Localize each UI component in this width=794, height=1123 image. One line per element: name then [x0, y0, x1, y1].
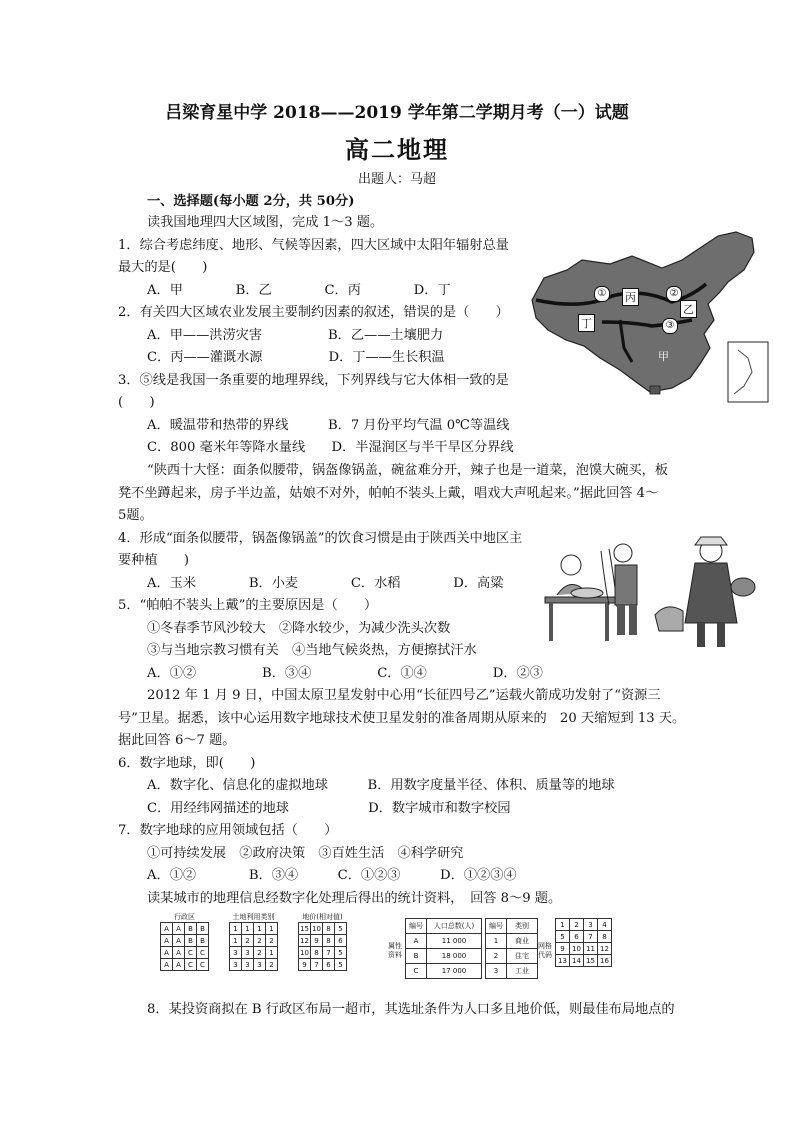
statement-line: ①可持续发展 ②政府决策 ③百姓生活 ④科学研究 — [147, 846, 464, 861]
text-line: 读我国地理四大区域图，完成 1～3 题。 — [147, 215, 384, 230]
grid-cell: 4 — [598, 919, 612, 931]
table-cell: 2 — [486, 949, 507, 964]
options-q3-ab: A．暖温带和热带的界线 B．7 月份平均气温 0℃等温线 — [147, 418, 510, 433]
grid-cell: 6 — [570, 931, 584, 943]
table-cell: 18 000 — [427, 949, 482, 964]
grid-cell: B — [185, 935, 197, 947]
region-label-ding: 丁 — [578, 314, 595, 332]
grid-cell: 1 — [230, 935, 242, 947]
grid-code-figure — [555, 918, 612, 967]
grid-cell: 10 — [300, 948, 309, 957]
price-grid — [298, 922, 347, 971]
grid-row — [161, 959, 209, 971]
region-label-bing: 丙 — [622, 288, 639, 306]
grid-row — [556, 919, 612, 931]
admin-grid-figure — [160, 912, 209, 971]
grid-cell: 12 — [598, 943, 612, 955]
grid-row — [556, 955, 612, 967]
grid-cell: 3 — [242, 947, 254, 959]
grid-cell: 5 — [556, 931, 570, 943]
table-header-cell: 人口总数(人) — [427, 919, 482, 934]
landuse-grid — [229, 922, 278, 971]
population-table-figure — [405, 918, 482, 979]
table-row — [406, 964, 482, 979]
grid-row — [299, 959, 347, 971]
grid-cell: 13 — [556, 955, 570, 967]
grid-cell: 10 — [312, 924, 321, 933]
marker-line-2: ② — [666, 286, 682, 302]
grid-cell: 2 — [242, 935, 254, 947]
grid-cell: 11 — [584, 943, 598, 955]
passage-line: “陕西十大怪：面条似腰带，锅盔像锅盖，碗盆难分开，辣子也是一道菜，泡馍大碗买，板 — [147, 463, 669, 478]
grid-cell: 5 — [335, 959, 347, 971]
options-q2-cd: C．丙——灌溉水源 D．丁——生长积温 — [147, 350, 445, 365]
grid-cell: A — [161, 959, 173, 971]
grid-cell: 8 — [323, 923, 335, 935]
options-q5: A．①② B．③④ C．①④ D．②③ — [147, 666, 543, 681]
grid-row — [230, 959, 278, 971]
table-row — [486, 964, 538, 979]
passage-line: 号”卫星。据悉，该中心运用数字地球技术使卫星发射的准备周期从原来的 20 天缩短到 13 天。 — [118, 711, 686, 726]
table-row — [406, 934, 482, 949]
table-cell: A — [406, 934, 427, 949]
grid-cell: 6 — [323, 959, 335, 971]
grid-row — [161, 935, 209, 947]
grid-row — [230, 935, 278, 947]
grid-cell: A — [161, 947, 173, 959]
options-q6-ab: A．数字化、信息化的虚拟地球 B．用数字度量半径、体积、质量等的地球 — [147, 778, 615, 793]
options-q4: A．玉米 B．小麦 C．水稻 D．高粱 — [147, 576, 504, 591]
options-q1: A．甲 B．乙 C．丙 D．丁 — [147, 283, 451, 298]
landuse-grid-caption: 土地利用类别 — [232, 913, 275, 921]
landuse-grid-figure — [229, 912, 278, 971]
table-cell: C — [406, 964, 427, 979]
grid-cell: 1 — [266, 923, 278, 935]
statement-line: ①冬春季节风沙较大 ②降水较少，为减少洗头次数 — [147, 621, 451, 636]
table-header-cell: 编号 — [486, 919, 507, 934]
grid-cell: 3 — [230, 959, 242, 971]
grid-cell: 14 — [570, 955, 584, 967]
question-2: 2．有关四大区域农业发展主要制约因素的叙述，错误的是（ ） — [118, 305, 509, 320]
grid-row — [556, 931, 612, 943]
table-header-row — [486, 919, 538, 934]
grid-cell: C — [185, 959, 197, 971]
table-cell: 3 — [486, 964, 507, 979]
statement-line: ③与当地宗教习惯有关 ④当地气候炎热，方便擦拭汗水 — [147, 643, 477, 658]
grid-cell: A — [173, 935, 185, 947]
population-table — [405, 918, 482, 979]
table-cell: 17 000 — [427, 964, 482, 979]
grid-row — [299, 935, 347, 947]
grid-cell: A — [173, 959, 185, 971]
passage-line: 读某城市的地理信息经数字化处理后得出的统计资料， 回答 8～9 题。 — [147, 891, 562, 906]
grid-row — [556, 943, 612, 955]
grid-row — [299, 923, 347, 935]
section-heading: 一、选择题(每小题 2分，共 50分) — [147, 194, 355, 209]
table-row — [486, 949, 538, 964]
grid-cell: C — [185, 947, 197, 959]
grid-cell: 7 — [323, 947, 335, 959]
grid-cell: A — [161, 923, 173, 935]
question-8: 8．某投资商拟在 B 行政区布局一超市，其选址条件为人口多且地价低，则最佳布局地点的 — [147, 1002, 675, 1017]
grid-cell: C — [197, 947, 209, 959]
table-cell: B — [406, 949, 427, 964]
question-3: 3．⑤线是我国一条重要的地理界线，下列界线与它大体相一致的是 — [118, 373, 509, 388]
grid-cell: 1 — [242, 923, 254, 935]
cartoon-graphic — [543, 535, 783, 653]
grid-cell: B — [197, 923, 209, 935]
grid-cell: 1 — [266, 947, 278, 959]
options-q3-cd: C．800 毫米年等降水量线 D．半湿润区与半干旱区分界线 — [147, 440, 514, 455]
table-header-row — [406, 919, 482, 934]
text-line: ( ) — [118, 395, 155, 410]
grid-cell: 2 — [254, 935, 266, 947]
grid-cell: 2 — [570, 919, 584, 931]
grid-cell: A — [161, 935, 173, 947]
grid-cell: 9 — [299, 959, 311, 971]
grid-cell: 3 — [230, 947, 242, 959]
grid-row — [161, 923, 209, 935]
question-5: 5．“帕帕不装头上戴”的主要原因是（ ） — [118, 598, 378, 613]
price-grid-caption: 地价(相对值) — [302, 913, 343, 921]
author-line: 出题人：马超 — [357, 172, 436, 187]
grid-cell: 9 — [556, 943, 570, 955]
passage-line: 5题。 — [118, 508, 153, 523]
question-6: 6．数字地球，即( ) — [118, 756, 256, 771]
region-label-yi: 乙 — [680, 300, 697, 318]
grid-cell: 3 — [254, 959, 266, 971]
grid-cell: 2 — [254, 947, 266, 959]
passage-line: 据此回答 6～7 题。 — [118, 733, 236, 748]
text-line: 要种植 ) — [118, 553, 190, 568]
grid-cell: B — [185, 923, 197, 935]
subject-title: 高二地理 — [345, 135, 449, 164]
category-table — [485, 918, 538, 979]
table-row — [486, 934, 538, 949]
grid-cell: B — [197, 935, 209, 947]
grid-cell: 5 — [335, 947, 347, 959]
grid-cell: 3 — [584, 919, 598, 931]
grid-cell: C — [197, 959, 209, 971]
grid-cell: 10 — [570, 943, 584, 955]
table-header-cell: 编号 — [406, 919, 427, 934]
category-table-figure — [485, 918, 538, 979]
question-4: 4．形成“面条似腰带，锅盔像锅盖”的饮食习惯是由于陕西关中地区主 — [118, 531, 523, 546]
grid-code-label: 网格代码 — [538, 942, 552, 959]
grid-cell: 8 — [598, 931, 612, 943]
china-regions-map — [522, 230, 772, 408]
grid-cell: 7 — [311, 959, 323, 971]
marker-line-1: ① — [594, 286, 610, 302]
grid-row — [161, 947, 209, 959]
options-q6-cd: C．用经纬网描述的地球 D．数字城市和数字校园 — [147, 801, 511, 816]
grid-cell: 2 — [266, 959, 278, 971]
admin-grid — [160, 922, 209, 971]
grid-cell: 3 — [242, 959, 254, 971]
grid-cell: 15 — [300, 924, 309, 933]
grid-cell: 5 — [335, 923, 347, 935]
grid-row — [230, 947, 278, 959]
exam-title: 吕梁育星中学 2018——2019 学年第二学期月考（一）试题 — [165, 103, 629, 123]
question-1: 1．综合考虑纬度、地形、气候等因素，四大区域中太阳年辐射总量 — [118, 238, 509, 253]
shaanxi-cartoon-illustration — [543, 535, 783, 653]
price-grid-figure — [298, 912, 347, 971]
passage-line: 2012 年 1 月 9 日，中国太原卫星发射中心用“长征四号乙”运载火箭成功发射了“资源三 — [147, 688, 661, 703]
grid-cell: 8 — [323, 935, 335, 947]
grid-cell: 2 — [266, 935, 278, 947]
grid-cell: 7 — [584, 931, 598, 943]
grid-cell: A — [173, 947, 185, 959]
options-q2-ab: A．甲——洪涝灾害 B．乙——土壤肥力 — [147, 328, 444, 343]
grid-cell: 9 — [311, 935, 323, 947]
grid-cell: A — [173, 923, 185, 935]
grid-cell: 1 — [230, 923, 242, 935]
text-line: 最大的是( ) — [118, 260, 208, 275]
grid-cell: 1 — [556, 919, 570, 931]
table-cell: 工业 — [507, 964, 538, 979]
table-header-cell: 类别 — [507, 919, 538, 934]
admin-grid-caption: 行政区 — [174, 913, 195, 921]
grid-cell: 8 — [311, 947, 323, 959]
table-cell: 11 000 — [427, 934, 482, 949]
grid-cell: 16 — [598, 955, 612, 967]
table-cell: 1 — [486, 934, 507, 949]
marker-line-3: ③ — [662, 318, 678, 334]
table-cell: 商业 — [507, 934, 538, 949]
grid-row — [299, 947, 347, 959]
region-label-jia: 甲 — [658, 350, 669, 363]
table-row — [406, 949, 482, 964]
map-graphic — [522, 230, 772, 408]
question-7: 7．数字地球的应用领域包括（ ） — [118, 823, 338, 838]
grid-cell: 6 — [335, 935, 347, 947]
grid-cell: 1 — [254, 923, 266, 935]
grid-row — [230, 923, 278, 935]
grid-cell: 12 — [300, 936, 309, 945]
table-cell: 住宅 — [507, 949, 538, 964]
grid-code-table — [555, 918, 612, 967]
options-q7: A．①② B．③④ C．①②③ D．①②③④ — [147, 868, 517, 883]
passage-line: 凳不坐蹲起来，房子半边盖，姑娘不对外，帕帕不装头上戴，唱戏大声吼起来。”据此回答 4～ — [118, 486, 659, 501]
grid-cell: 15 — [584, 955, 598, 967]
attribute-label: 属性资料 — [388, 942, 402, 959]
